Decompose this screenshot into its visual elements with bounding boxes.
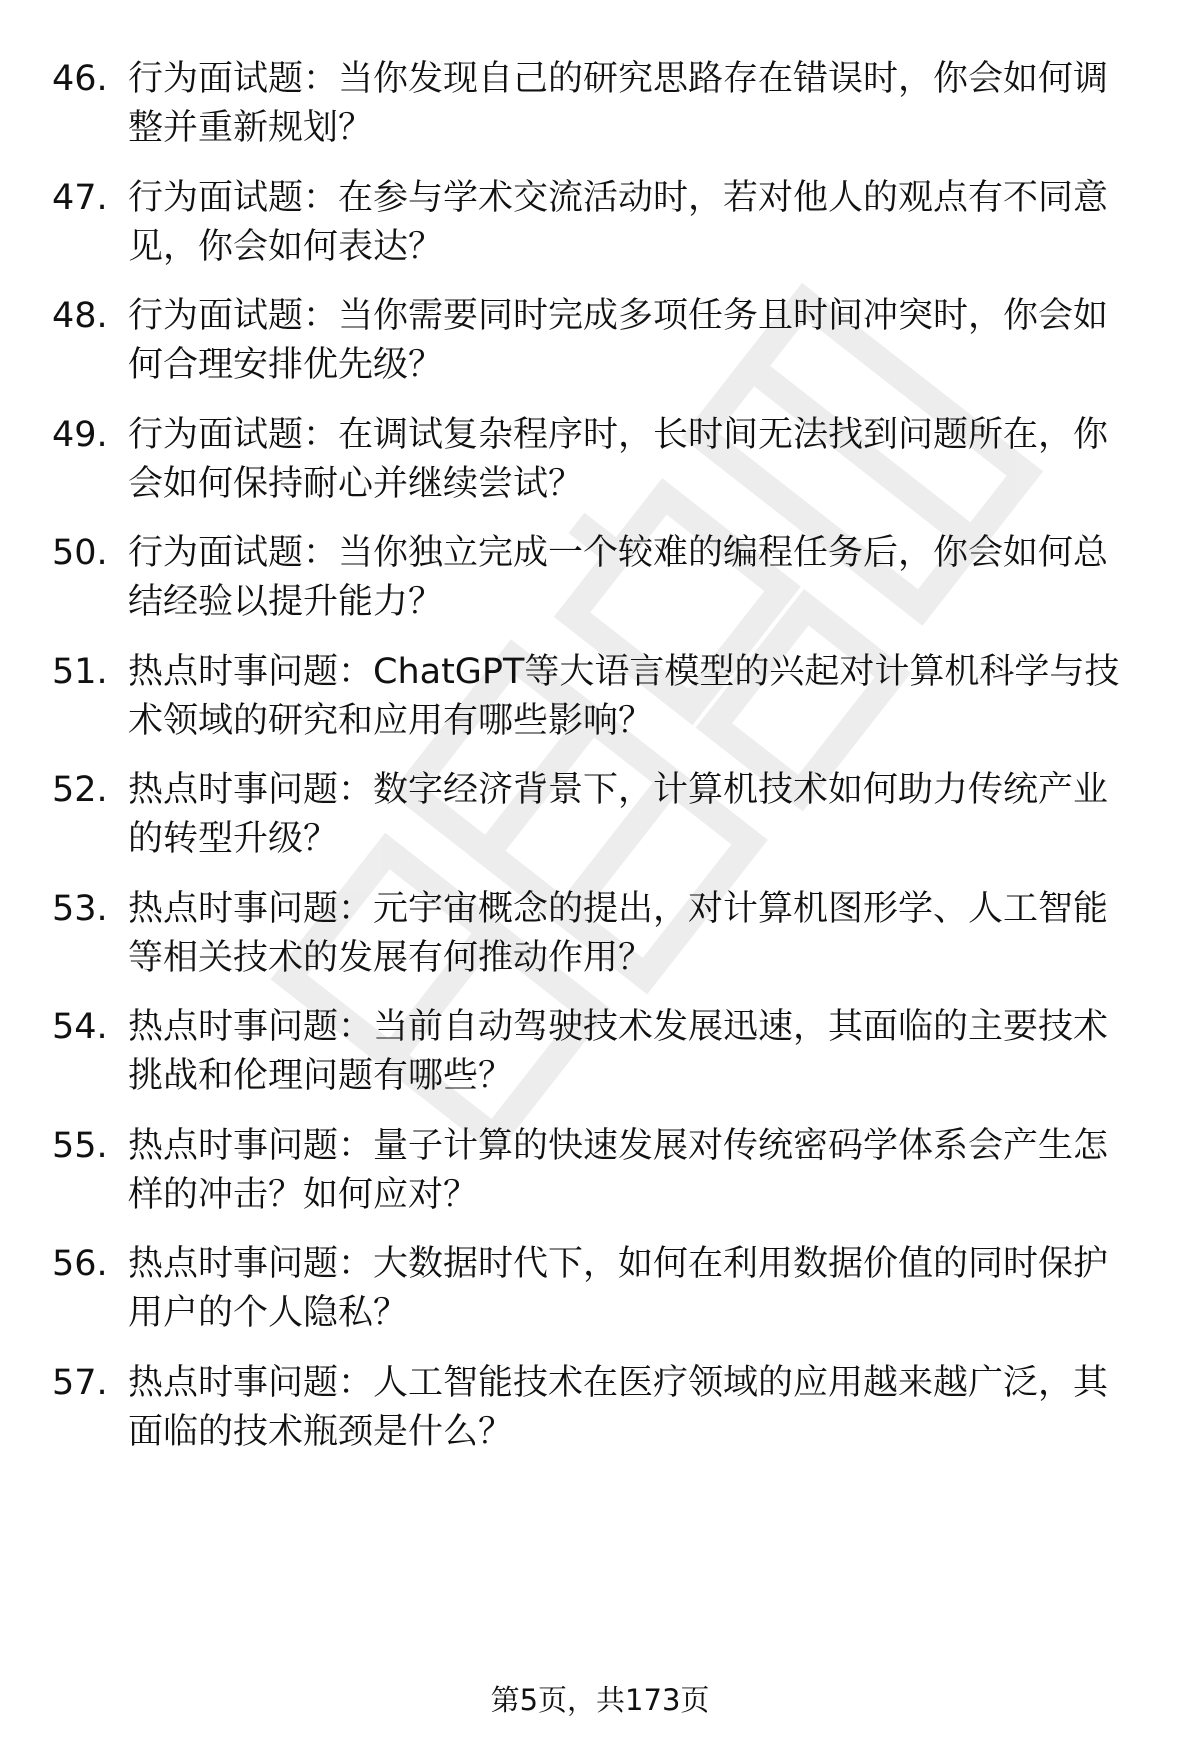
- question-number: 51.: [52, 652, 108, 692]
- question-item: [52, 1003, 1142, 1101]
- question-text: 热点时事问题：元宇宙概念的提出，对计算机图形学、人工智能等相关技术的发展有何推动作用？: [128, 889, 1109, 978]
- question-text: 行为面试题：当你独立完成一个较难的编程任务后，你会如何总结经验以提升能力？: [128, 533, 1109, 622]
- question-item: [52, 766, 1142, 864]
- question-item: [52, 292, 1142, 390]
- question-item: [52, 529, 1142, 627]
- question-item: [52, 1122, 1142, 1220]
- question-number: 49.: [52, 415, 108, 455]
- question-text: 行为面试题：当你发现自己的研究思路存在错误时，你会如何调整并重新规划？: [128, 59, 1109, 148]
- question-number: 46.: [52, 59, 108, 99]
- question-item: [52, 411, 1142, 509]
- question-item: [52, 55, 1142, 153]
- question-text: 热点时事问题：数字经济背景下，计算机技术如何助力传统产业的转型升级？: [128, 770, 1109, 859]
- page-indicator: 第5页，共173页: [490, 1683, 710, 1717]
- question-number: 52.: [52, 770, 108, 810]
- question-item: [52, 174, 1142, 272]
- question-number: 53.: [52, 889, 108, 929]
- question-item: [52, 1240, 1142, 1338]
- question-number: 50.: [52, 533, 108, 573]
- question-item: [52, 1359, 1142, 1457]
- question-number: 47.: [52, 178, 108, 218]
- question-number: 54.: [52, 1007, 108, 1047]
- question-number: 57.: [52, 1363, 108, 1403]
- question-item: [52, 885, 1142, 983]
- question-number: 48.: [52, 296, 108, 336]
- question-text: 行为面试题：在调试复杂程序时，长时间无法找到问题所在，你会如何保持耐心并继续尝试？: [128, 415, 1109, 504]
- question-item: [52, 648, 1142, 746]
- question-text: 热点时事问题：量子计算的快速发展对传统密码学体系会产生怎样的冲击？如何应对？: [128, 1126, 1109, 1215]
- question-text: 热点时事问题：大数据时代下，如何在利用数据价值的同时保护用户的个人隐私？: [128, 1244, 1109, 1333]
- question-text: 热点时事问题：当前自动驾驶技术发展迅速，其面临的主要技术挑战和伦理问题有哪些？: [128, 1007, 1109, 1096]
- question-text: 行为面试题：在参与学术交流活动时，若对他人的观点有不同意见，你会如何表达？: [128, 178, 1109, 267]
- question-number: 56.: [52, 1244, 108, 1284]
- question-number: 55.: [52, 1126, 108, 1166]
- question-text: 行为面试题：当你需要同时完成多项任务且时间冲突时，你会如何合理安排优先级？: [128, 296, 1109, 385]
- question-text: 热点时事问题：人工智能技术在医疗领域的应用越来越广泛，其面临的技术瓶颈是什么？: [128, 1363, 1109, 1452]
- question-text: 热点时事问题：ChatGPT等大语言模型的兴起对计算机科学与技术领域的研究和应用有哪些影响？: [128, 652, 1120, 741]
